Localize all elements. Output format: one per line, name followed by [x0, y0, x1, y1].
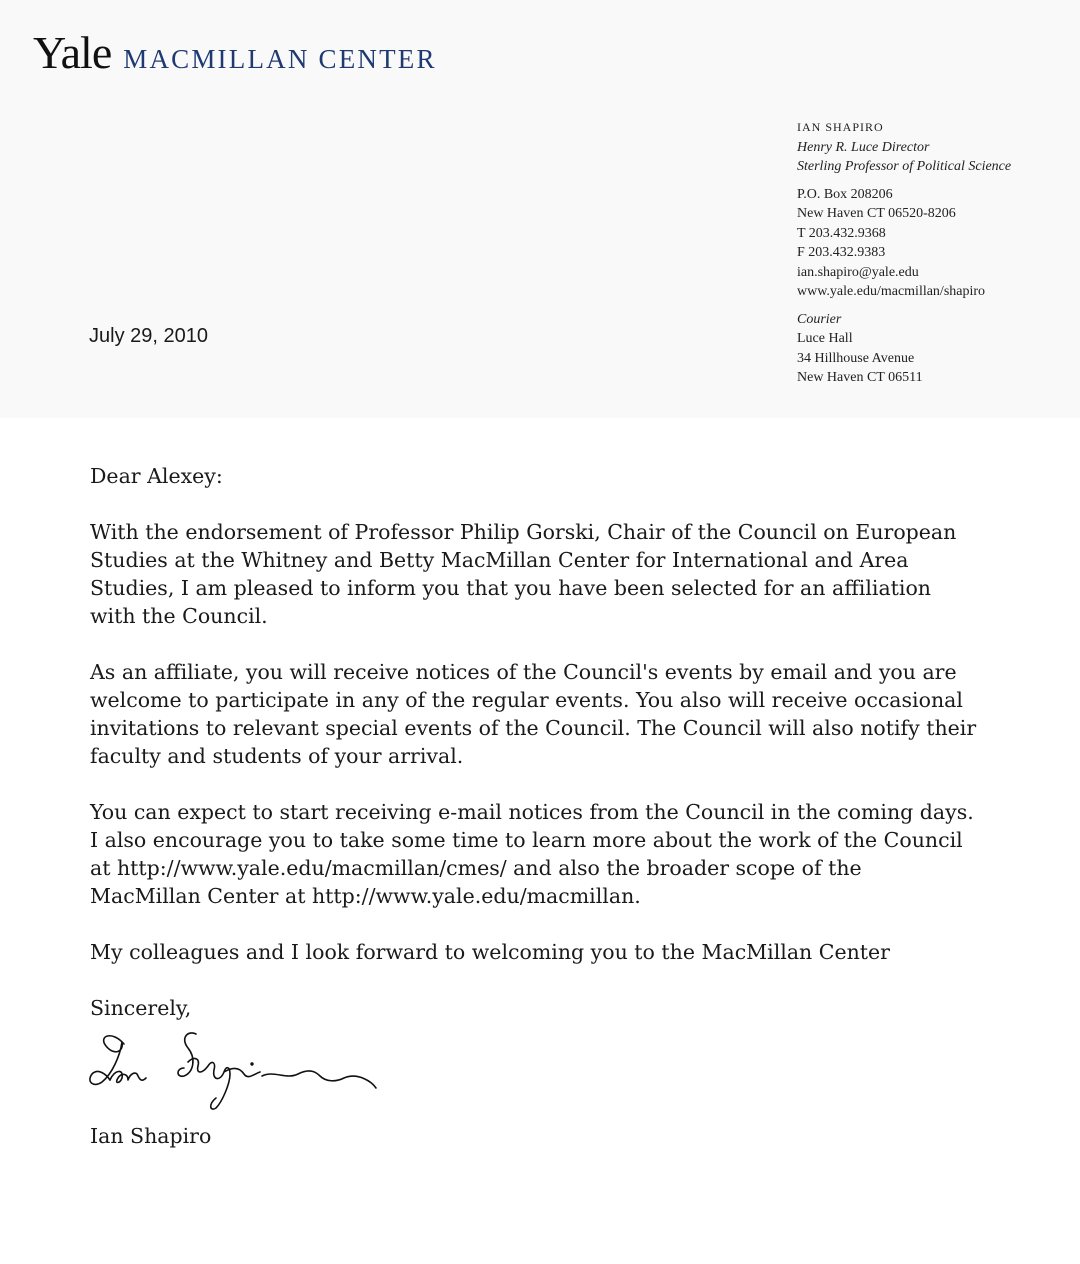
paragraph-line: faculty and students of your arrival. — [90, 744, 464, 768]
logo-center-wordmark: MACMILLAN CENTER — [123, 44, 437, 74]
paragraph-line: You can expect to start receiving e-mail notices from the Council in the coming days. — [90, 800, 974, 824]
paragraph-line: Studies, I am pleased to inform you that you have been selected for an affiliation — [90, 576, 932, 600]
signer-name: Ian Shapiro — [90, 1124, 212, 1148]
sender-block — [797, 118, 1011, 388]
paragraph-affiliation — [90, 518, 990, 630]
paragraph-welcome: My colleagues and I look forward to welcoming you to the MacMillan Center — [90, 940, 890, 964]
paragraph-notices — [90, 798, 990, 910]
courier-label: Courier — [797, 311, 842, 327]
sender-gap-2 — [797, 302, 1011, 310]
letter-date: July 29, 2010 — [89, 325, 208, 347]
yale-macmillan-logo — [33, 26, 437, 79]
courier-building: Luce Hall — [797, 331, 853, 346]
sender-name: IAN SHAPIRO — [797, 120, 884, 134]
website-address: www.yale.edu/macmillan/shapiro — [797, 284, 986, 299]
paragraph-line: With the endorsement of Professor Philip Gorski, Chair of the Council on European — [90, 520, 957, 544]
paragraph-affiliate-benefits — [90, 658, 990, 770]
phone-number: T 203.432.9368 — [797, 225, 886, 241]
paragraph-line: with the Council. — [90, 604, 268, 628]
courier-street: 34 Hillhouse Avenue — [797, 350, 915, 366]
paragraph-line: Studies at the Whitney and Betty MacMillan Center for International and Area — [90, 548, 909, 572]
letter-body — [90, 462, 990, 1022]
paragraph-line: MacMillan Center at http://www.yale.edu/macmillan. — [90, 884, 641, 908]
sender-title-professor: Sterling Professor of Political Science — [797, 159, 1012, 174]
courier-city: New Haven CT 06511 — [797, 370, 923, 385]
address-city: New Haven CT 06520-8206 — [797, 206, 956, 221]
handwritten-signature — [84, 1022, 384, 1122]
paragraph-line: invitations to relevant special events of the Council. The Council will also notify their — [90, 716, 977, 740]
sender-gap — [797, 177, 1011, 185]
closing: Sincerely, — [90, 996, 192, 1020]
salutation: Dear Alexey: — [90, 464, 223, 488]
paragraph-line: at http://www.yale.edu/macmillan/cmes/ and also the broader scope of the — [90, 856, 862, 880]
paragraph-line: I also encourage you to take some time to learn more about the work of the Council — [90, 828, 963, 852]
sender-title-director: Henry R. Luce Director — [797, 139, 930, 155]
fax-number: F 203.432.9383 — [797, 245, 886, 260]
address-po-box: P.O. Box 208206 — [797, 186, 893, 202]
paragraph-line: As an affiliate, you will receive notices of the Council's events by email and you are — [90, 660, 957, 684]
email-address: ian.shapiro@yale.edu — [797, 264, 919, 280]
logo-yale-wordmark: Yale — [33, 27, 112, 78]
paragraph-line: welcome to participate in any of the regular events. You also will receive occasional — [90, 688, 963, 712]
